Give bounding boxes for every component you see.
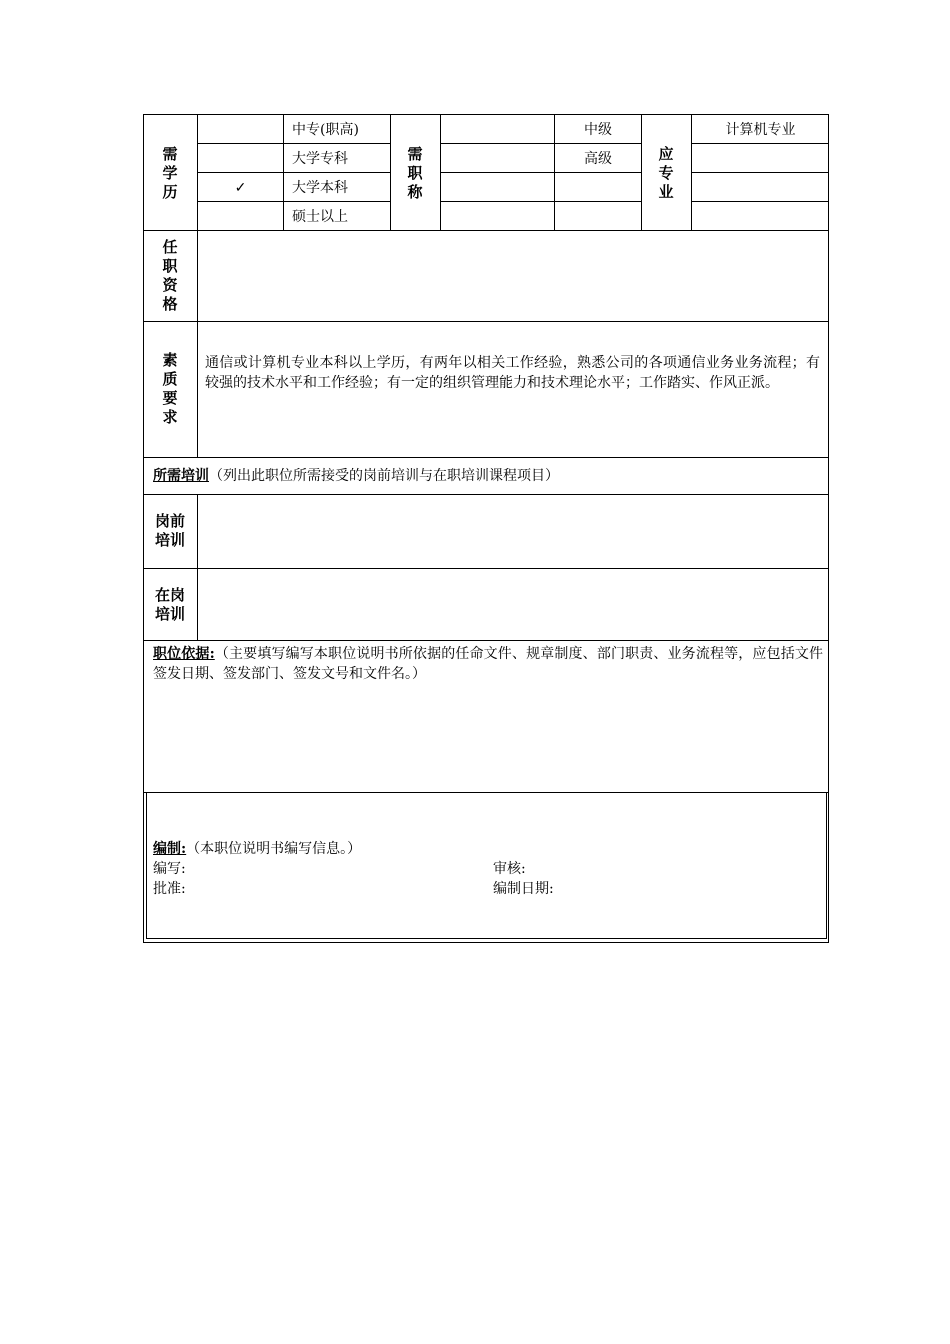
rule <box>143 792 829 793</box>
education-option: 大学专科 <box>292 151 348 167</box>
training-heading: 所需培训 <box>153 468 209 484</box>
basis-note: （主要填写编写本职位说明书所依据的任命文件、规章制度、部门职责、业务流程等，应包括文件签发日期、签发部门、签发文号和文件名。） <box>153 646 823 682</box>
rule <box>440 201 641 202</box>
rule <box>146 792 147 939</box>
education-label: 需学历 <box>162 145 178 201</box>
rule <box>146 938 826 939</box>
date-field: 编制日期: <box>493 881 554 897</box>
compile-heading-row <box>153 839 823 859</box>
reviewer-field: 审核: <box>493 861 526 877</box>
job-description-form <box>143 114 829 943</box>
training-heading-row <box>153 466 823 486</box>
rule <box>143 568 829 569</box>
rule <box>143 457 829 458</box>
rule <box>143 494 829 495</box>
rule <box>440 143 641 144</box>
basis-heading: 职位依据: <box>153 646 215 662</box>
onjob-training-label: 在岗培训 <box>154 586 185 623</box>
rule <box>197 201 391 202</box>
quality-label: 素质要求 <box>162 351 178 426</box>
rule <box>197 143 391 144</box>
quality-content: 通信或计算机专业本科以上学历，有两年以相关工作经验，熟悉公司的各项通信业务业务流程；有较强的技术水平和工作经验；有一定的组织管理能力和技术理论水平；工作踏实、作风正派。 <box>205 355 820 391</box>
rule <box>440 172 641 173</box>
rule <box>197 494 198 640</box>
rule <box>390 114 391 230</box>
rule <box>641 114 642 230</box>
rule <box>143 321 829 322</box>
rule <box>691 201 829 202</box>
title-level: 中级 <box>584 122 612 138</box>
qualification-label: 任职资格 <box>162 238 178 313</box>
basis-section <box>153 644 823 684</box>
rule <box>440 114 441 230</box>
rule <box>283 114 284 230</box>
education-option: 中专(职高) <box>292 122 359 138</box>
pre-training-label: 岗前培训 <box>154 512 185 549</box>
rule <box>826 792 827 939</box>
rule <box>197 114 198 457</box>
education-check: ✓ <box>234 180 247 196</box>
rule <box>197 172 391 173</box>
rule <box>143 230 829 231</box>
major-label: 应专业 <box>658 145 674 201</box>
rule <box>691 143 829 144</box>
title-level: 高级 <box>584 151 612 167</box>
major-value: 计算机专业 <box>725 122 796 138</box>
education-option: 硕士以上 <box>292 209 348 225</box>
compile-note: （本职位说明书编写信息。） <box>186 841 362 857</box>
rule <box>691 172 829 173</box>
compile-heading: 编制: <box>153 841 187 857</box>
training-note: （列出此职位所需接受的岗前培训与在职培训课程项目） <box>209 468 559 484</box>
writer-field: 编写: <box>153 861 186 877</box>
education-option: 大学本科 <box>292 180 348 196</box>
title-label: 需职称 <box>407 145 423 201</box>
rule <box>143 114 829 115</box>
approver-field: 批准: <box>153 881 186 897</box>
rule <box>143 640 829 641</box>
